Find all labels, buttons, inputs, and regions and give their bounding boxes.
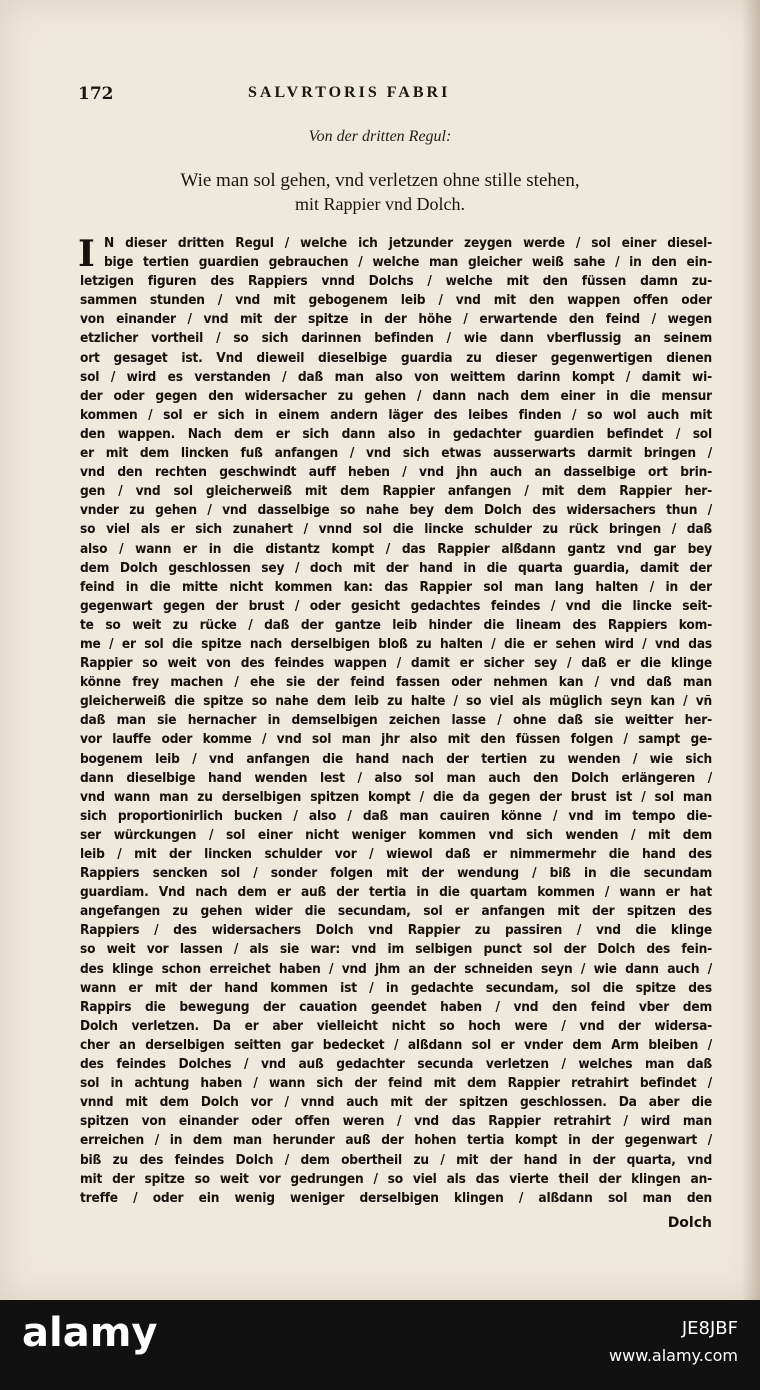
text-line: vor lauffe oder komme / vnd sol man jhr also mit den füssen folgen / sampt ge- bbox=[80, 731, 712, 748]
text-line: kommen / sol er sich in einem andern läger des leibes finden / so wol auch mit bbox=[80, 406, 712, 423]
text-line: sich proportionirlich bucken / also / daß man cauiren könne / vnd im tempo die- bbox=[80, 807, 712, 824]
text-line: ort gesaget ist. Vnd dieweil dieselbige guardia zu dieser gegenwertigen dienen bbox=[80, 349, 712, 366]
text-line: sol in achtung haben / wann sich der feind mit dem Rappier retrahirt befindet / bbox=[80, 1075, 712, 1092]
text-line: gegenwart gegen der brust / oder gesicht gedachtes feindes / vnd die lincke seit- bbox=[80, 597, 712, 614]
text-line: Rappirs die bewegung der cauation geendet haben / vnd den feind vber dem bbox=[80, 998, 712, 1015]
text-line: so weit vor lassen / als sie war: vnd im selbigen punct sol der Dolch des fein- bbox=[80, 941, 712, 958]
text-line: ser würckungen / sol einer nicht weniger kommen vnd sich wenden / mit dem bbox=[80, 826, 712, 843]
text-line: vnder zu gehen / vnd dasselbige so nahe bey dem Dolch des widersachers thun / bbox=[80, 502, 712, 519]
chapter-title-line-1: Wie man sol gehen, vnd verletzen ohne stille stehen, bbox=[180, 170, 580, 191]
text-line: biß zu des feindes Dolch / dem obertheil zu / mit der hand in der quarta, vnd bbox=[80, 1151, 712, 1168]
text-line: bige tertien guardien gebrauchen / welche man gleicher weiß sahe / in den ein- bbox=[104, 254, 712, 271]
text-line: der oder gegen den widersacher zu gehen / dann nach dem einer in die mensur bbox=[80, 387, 712, 404]
text-line: treffe / oder ein wenig weniger derselbigen klingen / alßdann sol man den bbox=[80, 1189, 712, 1206]
page-number: 172 bbox=[78, 84, 114, 104]
text-line: te so weit zu rücke / daß der gantze leib hinder die lineam des Rappiers kom- bbox=[80, 616, 712, 633]
text-line: leib / mit der lincken schulder vor / wiewol daß er nimmermehr die hand des bbox=[80, 846, 712, 862]
text-line: daß man sie hernacher in demselbigen zeichen lasse / ohne daß sie weitter her- bbox=[80, 712, 712, 729]
text-line: dann dieselbige hand wenden lest / also sol man auch den Dolch erlängeren / bbox=[80, 769, 712, 786]
text-line: bogenem leib / vnd anfangen die hand nach der tertien zu wenden / wie sich bbox=[80, 750, 712, 767]
body-text bbox=[80, 234, 712, 1208]
text-line: sammen stunden / vnd mit gebogenem leib / vnd mit den wappen offen oder bbox=[80, 292, 712, 309]
text-line: angefangen zu gehen wider die secundam, sol er anfangen mit der spitzen des bbox=[80, 903, 712, 920]
drop-cap-initial: I bbox=[78, 233, 95, 275]
text-line: vnnd mit dem Dolch vor / vnnd auch mit der spitzen geschlossen. Da aber die bbox=[80, 1094, 712, 1111]
text-line: wann er mit der hand kommen ist / in gedachte secundam, sol die spitze des bbox=[80, 979, 712, 996]
text-line: könne frey machen / ehe sie der feind fassen oder nehmen kan / vnd daß man bbox=[80, 674, 712, 691]
text-line: also / wann er in die distantz kompt / das Rappier alßdann gantz vnd gar bey bbox=[80, 540, 712, 557]
chapter-title-line-2: mit Rappier vnd Dolch. bbox=[295, 194, 465, 214]
text-line: des feindes Dolches / vnd auß gedachter secunda verletzen / welches man daß bbox=[80, 1056, 712, 1073]
text-line: Rappiers sencken sol / sonder folgen mit der wendung / biß in die secundam bbox=[80, 865, 712, 882]
running-title: SALVRTORIS FABRI bbox=[248, 84, 451, 101]
text-line: gleicherweiß die spitze so nahe dem leib zu halte / so viel als müglich seyn kan / vñ bbox=[80, 693, 712, 710]
text-line: er mit dem lincken fuß anfangen / vnd sich etwas ausserwarts darmit bringen / bbox=[80, 445, 712, 462]
text-line: vnd den rechten geschwindt auff heben / vnd jhn auch an dasselbige ort brin- bbox=[80, 464, 712, 481]
text-line: feind in die mitte nicht kommen kan: das Rappier sol man lang halten / in der bbox=[80, 578, 712, 595]
text-line: me / er sol die spitze nach derselbigen bloß zu halten / die er sehen wird / vnd das bbox=[80, 635, 712, 652]
chapter-title bbox=[0, 170, 760, 215]
text-line: mit der spitze so weit vor gedrungen / so viel als das vierte theil der klingen an- bbox=[80, 1170, 712, 1187]
page-header bbox=[78, 84, 718, 106]
catchword: Dolch bbox=[667, 1215, 712, 1231]
text-line: cher an derselbigen seitten gar bedecket / alßdann sol er vnder dem Arm bleiben / bbox=[80, 1036, 712, 1053]
text-line: vnd wann man zu derselbigen spitzen kompt / die da gegen der brust ist / sol man bbox=[80, 788, 712, 805]
text-line: erreichen / in dem man herunder auß der hohen tertia kompt in der gegenwart / bbox=[80, 1132, 712, 1149]
text-line: von einander / vnd mit der spitze in der höhe / erwartende den feind / wegen bbox=[80, 311, 712, 328]
text-line: sol / wird es verstanden / daß man also von weittem darinn kompt / damit wi- bbox=[80, 368, 712, 385]
text-line: Rappiers / des widersachers Dolch vnd Rappier zu passiren / vnd die klinge bbox=[80, 922, 712, 939]
text-line: N dieser dritten Regul / welche ich jetzunder zeygen werde / sol einer diesel- bbox=[104, 235, 712, 251]
text-line: dem Dolch geschlossen sey / doch mit der hand in die quarta guardia, damit der bbox=[80, 559, 712, 576]
text-line: Dolch verletzen. Da er aber vielleicht nicht so hoch were / vnd der widersa- bbox=[80, 1017, 712, 1034]
text-line: spitzen von einander oder offen weren / vnd das Rappier retrahirt / wird man bbox=[80, 1113, 712, 1130]
text-line: so viel als er sich zunahert / vnnd sol die lincke schulder zu rück bringen / daß bbox=[80, 521, 712, 538]
text-line: etzlicher vortheil / so sich darinnen befinden / wie dann vberflussig an seinem bbox=[80, 330, 712, 347]
text-line: guardiam. Vnd nach dem er auß der tertia in die quartam kommen / wann er hat bbox=[80, 884, 712, 901]
text-line: Rappier so weit von des feindes wappen / damit er sicher sey / daß er die klinge bbox=[80, 655, 712, 672]
text-line: gen / vnd sol gleicherweiß mit dem Rappier anfangen / mit dem Rappier her- bbox=[80, 483, 712, 500]
text-line: den wappen. Nach dem er sich dann also in gedachter guardien befindet / sol bbox=[80, 425, 712, 442]
watermark-logo: alamy bbox=[22, 1310, 158, 1356]
watermark-image-id: JE8JBF bbox=[681, 1318, 738, 1339]
watermark-site: www.alamy.com bbox=[609, 1346, 738, 1365]
text-line: des klinge schon erreichet haben / vnd jhm an der schneiden seyn / wie dann auch / bbox=[80, 960, 712, 977]
text-line: letzigen figuren des Rappiers vnnd Dolchs / welche mit den füssen damn zu- bbox=[80, 273, 712, 290]
section-subheading: Von der dritten Regul: bbox=[308, 128, 452, 145]
